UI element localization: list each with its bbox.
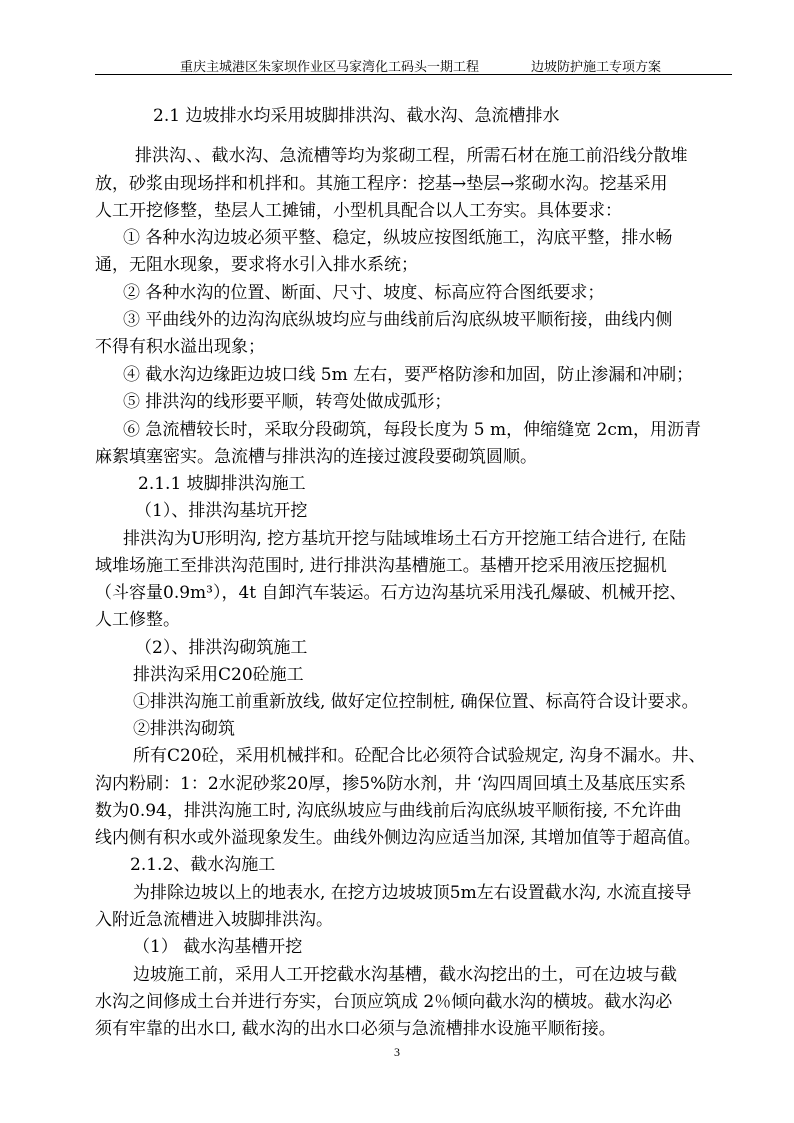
paragraph-line: 沟内粉刷：1：2水泥砂浆20厚，掺5%防水剂，井 ‘沟四周回填土及基底压实系 <box>95 774 687 794</box>
list-item: ① 各种水沟边坡必须平整、稳定，纵坡应按图纸施工，沟底平整，排水畅 <box>123 228 673 248</box>
page-number: 3 <box>394 1045 400 1059</box>
paragraph-line: ②排洪沟砌筑 <box>133 719 235 739</box>
paragraph-line: 须有牢靠的出水口, 截水沟的出水口必须与急流槽排水设施平顺衔接。 <box>95 1019 616 1039</box>
paragraph-line: （斗容量0.9m³），4t 自卸汽车装运。石方边沟基坑采用浅孔爆破、机械开挖、 <box>95 583 687 603</box>
list-item: ③ 平曲线外的边沟沟底纵坡均应与曲线前后沟底纵坡平顺衔接，曲线内侧 <box>123 310 673 330</box>
paragraph-line: 域堆场施工至排洪沟范围时, 进行排洪沟基槽施工。基槽开挖采用液压挖掘机 <box>95 556 667 576</box>
paragraph-line: 排洪沟采用C20砼施工 <box>133 665 304 685</box>
paragraph-line: 所有C20砼，采用机械拌和。砼配合比必须符合试验规定, 沟身不漏水。井、 <box>133 746 706 766</box>
list-item: ④ 截水沟边缘距边坡口线 5m 左右，要严格防渗和加固，防止渗漏和冲刷； <box>123 365 694 385</box>
list-item-cont: 通，无阻水现象，要求将水引入排水系统； <box>95 255 418 275</box>
sub-heading: （1） 截水沟基槽开挖 <box>133 937 303 957</box>
paragraph-line: 排洪沟为U形明沟, 挖方基坑开挖与陆域堆场土石方开挖施工结合进行, 在陆 <box>123 529 686 549</box>
header-document-title: 边坡防护施工专项方案 <box>531 60 662 75</box>
paragraph-line: 水沟之间修成土台并进行夯实，台顶应筑成 2％倾向截水沟的横坡。截水沟必 <box>95 992 673 1012</box>
list-item-cont: 麻絮填塞密实。急流槽与排洪沟的连接过渡段要砌筑圆顺。 <box>95 447 537 467</box>
paragraph-line: 边坡施工前，采用人工开挖截水沟基槽，截水沟挖出的土，可在边坡与截 <box>133 965 677 985</box>
subsection-heading: 2.1.2、截水沟施工 <box>130 855 276 875</box>
sub-heading: （2）、排洪沟砌筑施工 <box>135 638 308 658</box>
paragraph-line: 线内侧有积水或外溢现象发生。曲线外侧边沟应适当加深, 其增加值等于超高值。 <box>95 828 701 848</box>
list-item-cont: 不得有积水溢出现象； <box>95 337 265 357</box>
paragraph-line: 放，砂浆由现场拌和机拌和。其施工程序：挖基→垫层→浆砌水沟。挖基采用 <box>95 174 668 194</box>
paragraph-line: 入附近急流槽进入坡脚排洪沟。 <box>95 910 333 930</box>
list-item: ⑥ 急流槽较长时，采取分段砌筑，每段长度为 5 m，伸缩缝宽 2cm，用沥青 <box>123 420 702 440</box>
header-project-title: 重庆主城港区朱家坝作业区马家湾化工码头一期工程 <box>180 60 480 75</box>
section-heading: 2.1 边坡排水均采用坡脚排洪沟、截水沟、急流槽排水 <box>153 106 560 126</box>
paragraph-line: 排洪沟、、截水沟、急流槽等均为浆砌工程，所需石材在施工前沿线分散堆 <box>135 146 688 166</box>
paragraph-line: ①排洪沟施工前重新放线, 做好定位控制桩, 确保位置、标高符合设计要求。 <box>133 692 699 712</box>
paragraph-line: 为排除边坡以上的地表水, 在挖方边坡坡顶5m左右设置截水沟, 水流直接导 <box>133 883 692 903</box>
paragraph-line: 人工开挖修整，垫层人工摊铺，小型机具配合以人工夯实。具体要求： <box>95 201 622 221</box>
page-header <box>95 54 732 75</box>
sub-heading: （1）、排洪沟基坑开挖 <box>135 501 308 521</box>
list-item: ② 各种水沟的位置、断面、尺寸、坡度、标高应符合图纸要求； <box>123 283 605 303</box>
subsection-heading: 2.1.1 坡脚排洪沟施工 <box>138 474 306 494</box>
paragraph-line: 数为0.94，排洪沟施工时, 沟底纵坡应与曲线前后沟底纵坡平顺衔接, 不允许曲 <box>95 801 682 821</box>
paragraph-line: 人工修整。 <box>95 610 180 630</box>
list-item: ⑤ 排洪沟的线形要平顺，转弯处做成弧形； <box>123 392 452 412</box>
